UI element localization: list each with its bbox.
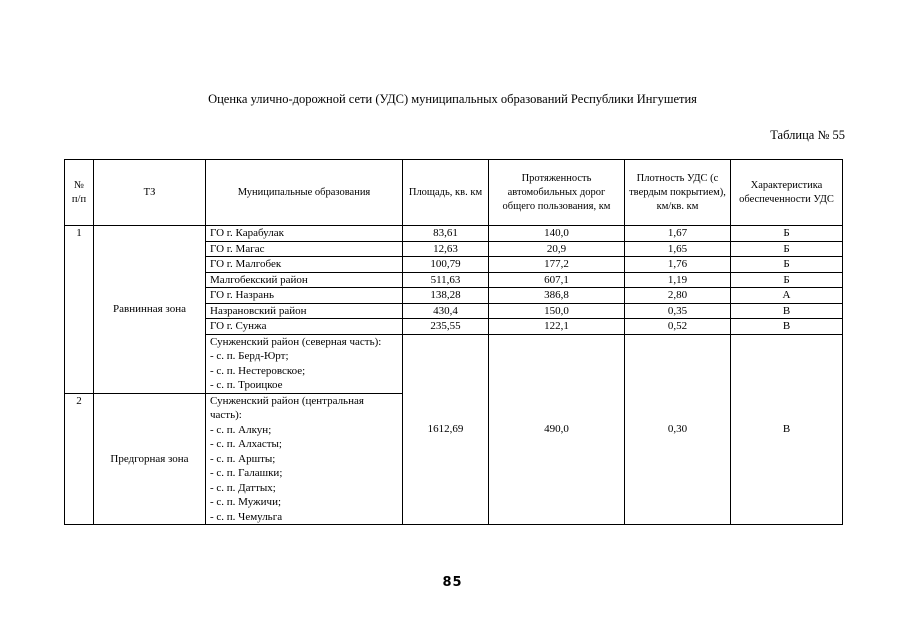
sunzha-central-line: - с. п. Чемульга (210, 510, 283, 523)
header-num: № п/п (65, 160, 94, 226)
sunzha-central-line: - с. п. Алкун; (210, 423, 272, 436)
density-cell: 1,76 (625, 257, 731, 273)
table-row (65, 226, 843, 242)
sunzha-central-line: Сунженский район (центральная часть): (210, 394, 364, 421)
mun-cell: ГО г. Назрань (206, 288, 403, 304)
zone1-num: 1 (65, 226, 94, 394)
sunzha-central-line: - с. п. Галашки; (210, 467, 283, 479)
sunzha-north-cell (206, 334, 403, 393)
header-length: Протяженность автомобильных дорог общего пользования, км (489, 160, 625, 226)
page-number: 85 (442, 575, 463, 590)
density-cell: 1,19 (625, 272, 731, 288)
density-cell: 1,65 (625, 241, 731, 257)
zone2-name: Предгорная зона (94, 393, 206, 525)
area-cell: 138,28 (403, 288, 489, 304)
mun-cell: ГО г. Сунжа (206, 319, 403, 335)
mun-cell: ГО г. Карабулак (206, 226, 403, 242)
area-cell: 83,61 (403, 226, 489, 242)
char-cell: В (731, 303, 843, 319)
mun-cell: ГО г. Магас (206, 241, 403, 257)
sunzha-area-cell: 1612,69 (403, 334, 489, 525)
uds-table (64, 159, 843, 525)
density-cell: 1,67 (625, 226, 731, 242)
density-cell: 0,35 (625, 303, 731, 319)
density-cell: 0,52 (625, 319, 731, 335)
mun-cell: Назрановский район (206, 303, 403, 319)
header-area: Площадь, кв. км (403, 160, 489, 226)
char-cell: Б (731, 241, 843, 257)
area-cell: 511,63 (403, 272, 489, 288)
sunzha-central-line: - с. п. Аршты; (210, 452, 276, 465)
area-cell: 430,4 (403, 303, 489, 319)
char-cell: В (731, 319, 843, 335)
table-number: Таблица № 55 (770, 128, 845, 142)
sunzha-density-cell: 0,30 (625, 334, 731, 525)
document-title: Оценка улично-дорожной сети (УДС) муниципальных образований Республики Ингушетия (208, 92, 697, 106)
sunzha-central-line: - с. п. Мужичи; (210, 496, 282, 508)
zone2-num: 2 (65, 393, 94, 525)
length-cell: 607,1 (489, 272, 625, 288)
area-cell: 235,55 (403, 319, 489, 335)
mun-cell: ГО г. Малгобек (206, 257, 403, 273)
char-cell: Б (731, 272, 843, 288)
char-cell: Б (731, 226, 843, 242)
zone1-name: Равнинная зона (94, 226, 206, 394)
sunzha-length-cell: 490,0 (489, 334, 625, 525)
mun-cell: Малгобекский район (206, 272, 403, 288)
area-cell: 12,63 (403, 241, 489, 257)
length-cell: 386,8 (489, 288, 625, 304)
sunzha-char-cell: В (731, 334, 843, 525)
char-cell: А (731, 288, 843, 304)
sunzha-north-line: - с. п. Нестеровское; (210, 364, 306, 377)
header-tz: ТЗ (94, 160, 206, 226)
sunzha-north-line: - с. п. Берд-Юрт; (210, 350, 289, 362)
char-cell: Б (731, 257, 843, 273)
header-char: Характеристика обеспеченности УДС (731, 160, 843, 226)
sunzha-north-line: Сунженский район (северная часть): (210, 335, 382, 348)
length-cell: 150,0 (489, 303, 625, 319)
sunzha-north-line: - с. п. Троицкое (210, 379, 283, 391)
area-cell: 100,79 (403, 257, 489, 273)
length-cell: 140,0 (489, 226, 625, 242)
length-cell: 177,2 (489, 257, 625, 273)
sunzha-central-cell (206, 393, 403, 525)
length-cell: 122,1 (489, 319, 625, 335)
sunzha-central-line: - с. п. Даттых; (210, 481, 276, 494)
header-density: Плотность УДС (с твердым покрытием), км/кв. км (625, 160, 731, 226)
length-cell: 20,9 (489, 241, 625, 257)
header-mun: Муниципальные образования (206, 160, 403, 226)
density-cell: 2,80 (625, 288, 731, 304)
sunzha-central-line: - с. п. Алхасты; (210, 438, 282, 450)
